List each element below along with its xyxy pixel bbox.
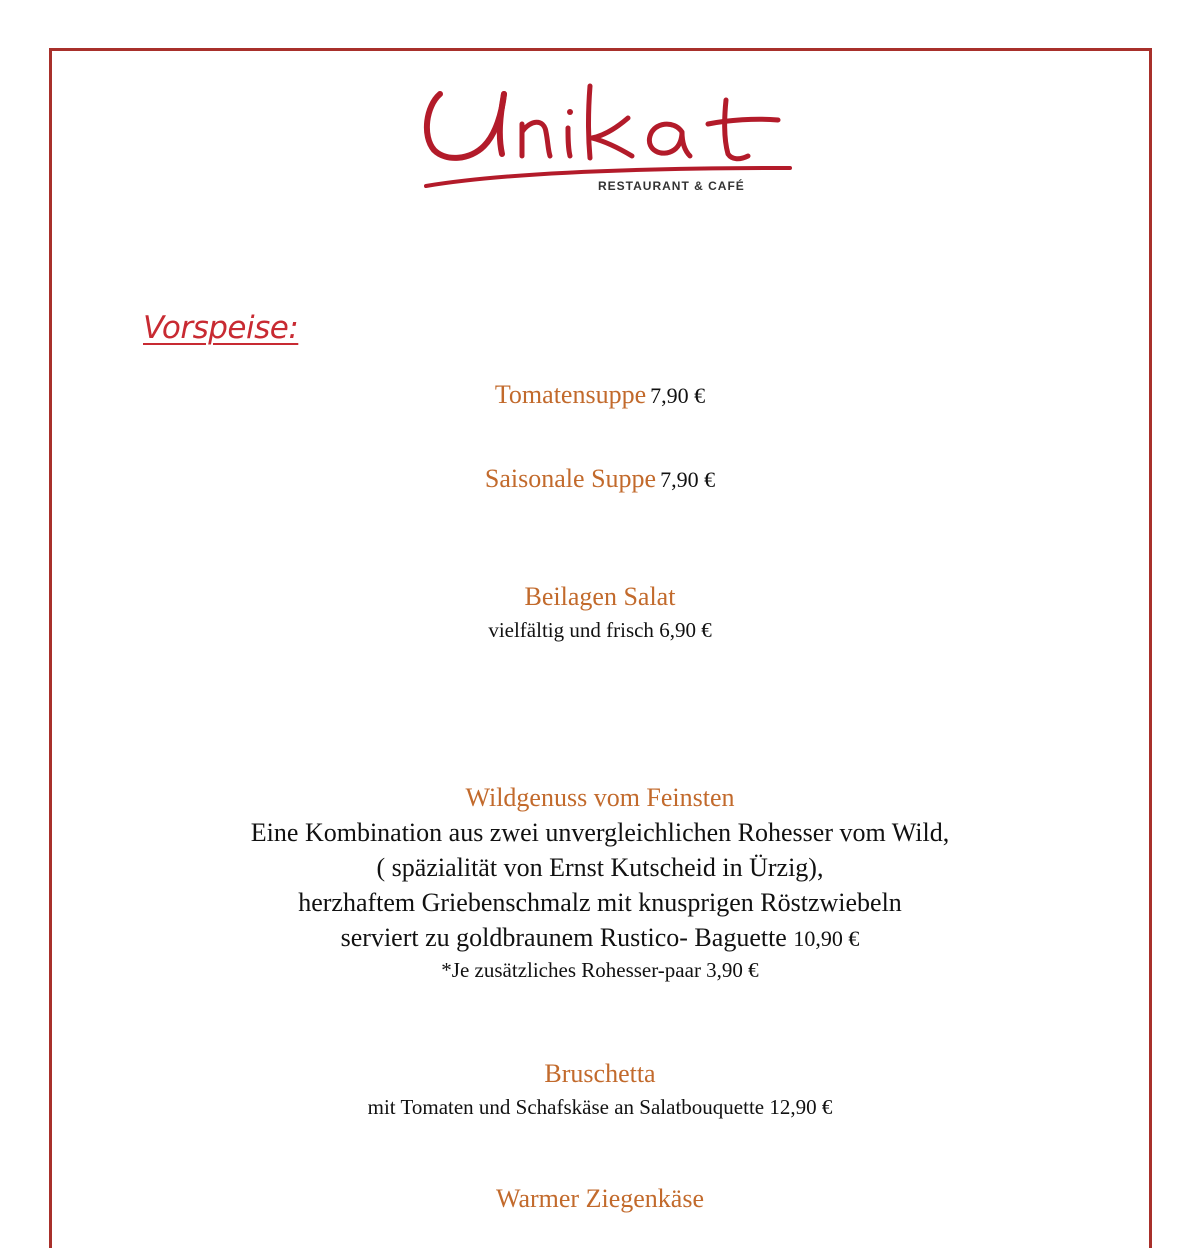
logo-subtitle: RESTAURANT & CAFÉ bbox=[598, 179, 745, 193]
item-name: Beilagen Salat bbox=[524, 582, 676, 611]
menu-item-saisonale-suppe bbox=[0, 464, 1200, 494]
item-description-line bbox=[0, 1095, 1200, 1119]
item-name: Warmer Ziegenkäse bbox=[496, 1184, 704, 1213]
menu-item-beilagen-salat bbox=[0, 582, 1200, 642]
item-description-line-3: herzhaftem Griebenschmalz mit knusprigen Röstzwiebeln bbox=[298, 888, 902, 917]
section-title-vorspeise: Vorspeise: bbox=[143, 310, 299, 346]
item-name: Wildgenuss vom Feinsten bbox=[465, 783, 735, 812]
item-price: 7,90 € bbox=[650, 383, 706, 408]
menu-item-bruschetta bbox=[0, 1059, 1200, 1119]
item-price: 7,90 € bbox=[660, 467, 716, 492]
item-description-line-4 bbox=[0, 920, 1200, 956]
item-price: 10,90 € bbox=[793, 926, 860, 951]
item-description: vielfältig und frisch bbox=[488, 618, 654, 642]
item-name: Bruschetta bbox=[544, 1059, 656, 1088]
item-description: serviert zu goldbraunem Rustico- Baguette bbox=[340, 923, 787, 952]
item-name: Saisonale Suppe bbox=[484, 464, 657, 493]
item-name: Tomatensuppe bbox=[494, 380, 647, 409]
item-description-line bbox=[0, 618, 1200, 642]
menu-item-warmer-ziegenkaese bbox=[0, 1184, 1200, 1214]
menu-item-tomatensuppe bbox=[0, 380, 1200, 410]
menu-item-wildgenuss bbox=[0, 783, 1200, 982]
item-price: 12,90 € bbox=[769, 1095, 833, 1119]
item-description-line-1: Eine Kombination aus zwei unvergleichlichen Rohesser vom Wild, bbox=[250, 818, 950, 847]
item-description: mit Tomaten und Schafskäse an Salatbouquette bbox=[367, 1095, 765, 1119]
item-price: 6,90 € bbox=[659, 618, 712, 642]
item-note: *Je zusätzliches Rohesser-paar 3,90 € bbox=[441, 958, 759, 982]
item-description-line-2: ( späzialität von Ernst Kutscheid in Ürzig), bbox=[376, 853, 824, 882]
